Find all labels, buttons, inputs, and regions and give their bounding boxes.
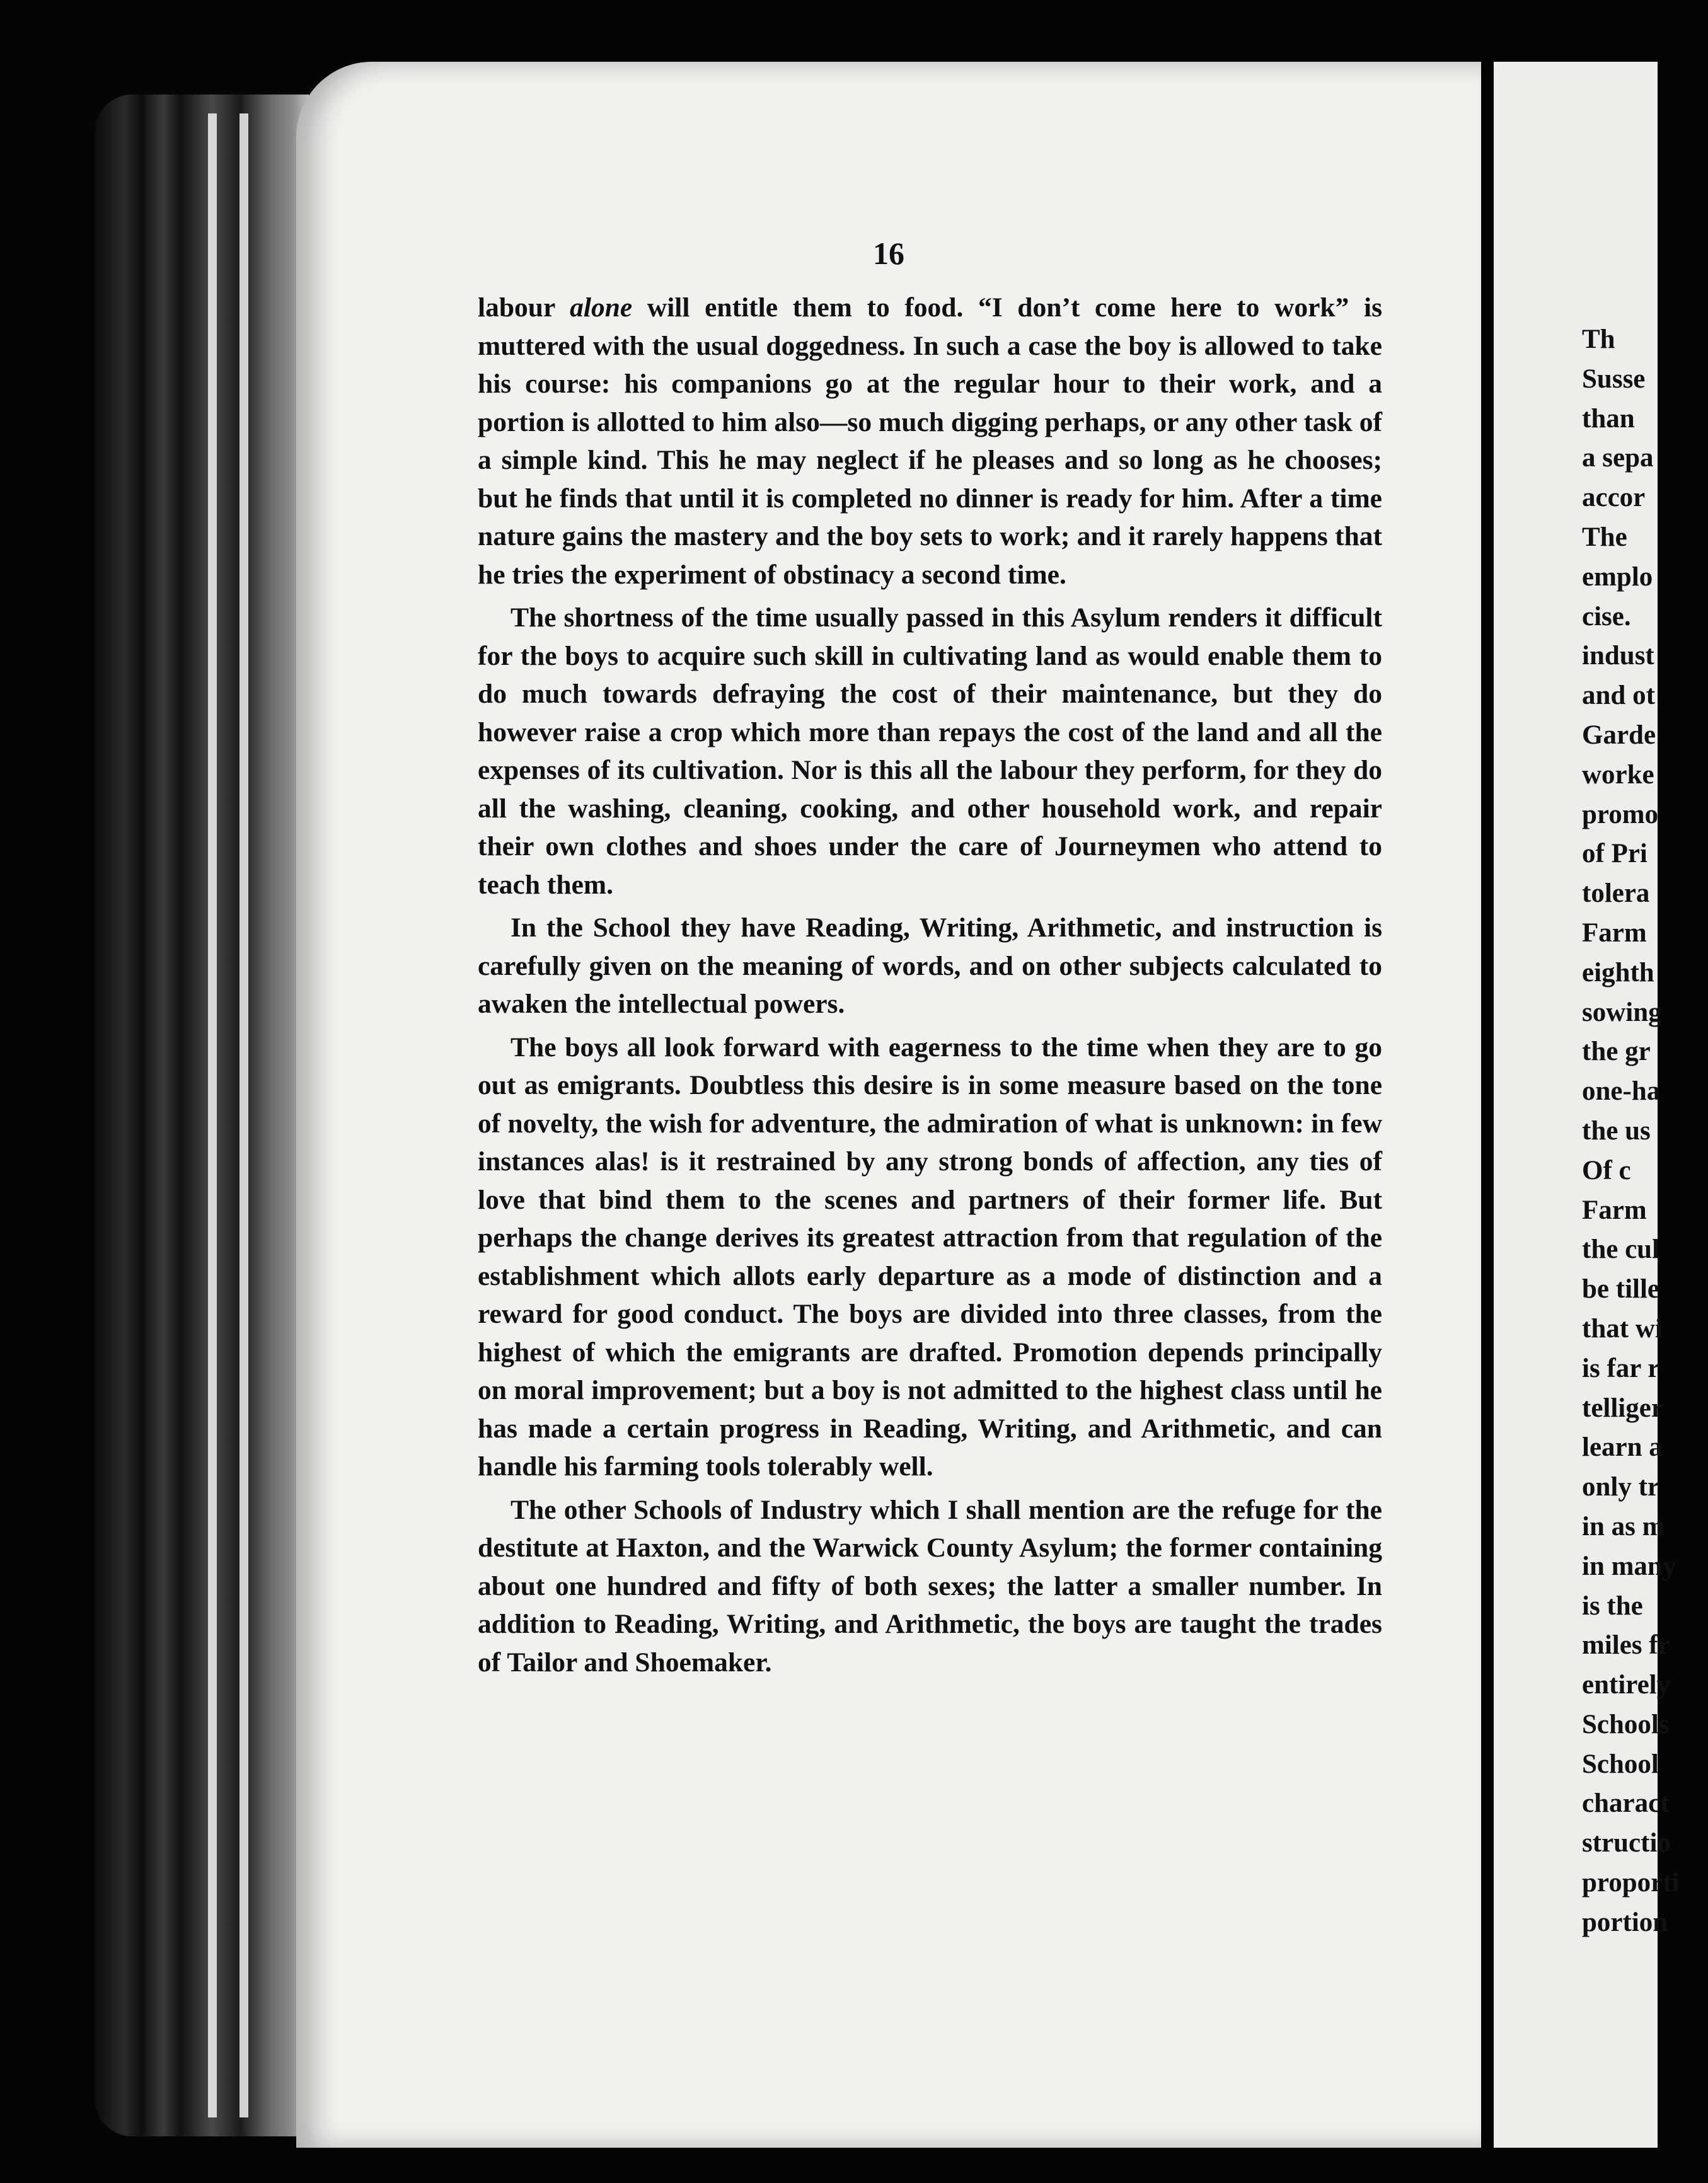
paragraph (478, 289, 1382, 594)
facing-line: structio (1582, 1828, 1671, 1858)
facing-line: and ot (1582, 681, 1655, 711)
facing-line: miles fr (1582, 1630, 1670, 1661)
facing-line: one-ha (1582, 1076, 1661, 1107)
text-run: will entitle them to food. “I don’t come here to work” is muttered with the usual doggedness. In such a case the boy is allowed to take his course: his companions go at the regular hour to their work, and a portion is allotted to him also—so much digging perhaps, or any other task of a simple kind. This he may neglect if he pleases and so long as he chooses; but he finds that until it is completed no dinner is ready for him. After a time nature gains the mastery and the boy sets to work; and it rarely happens that he tries the experiment of obstinacy a second time. (478, 292, 1382, 590)
facing-line: Garde (1582, 720, 1656, 750)
paragraph (478, 909, 1382, 1023)
facing-line: Farm (1582, 1195, 1647, 1225)
text-run: In the School they have Reading, Writing, Arithmetic, and instruction is carefully given on the meaning of words, and on other subjects calculated to awaken the intellectual powers. (478, 913, 1382, 1019)
facing-line: the gr (1582, 1037, 1651, 1067)
facing-line: of Pri (1582, 839, 1647, 869)
facing-line: the us (1582, 1115, 1651, 1146)
facing-line: is far r (1582, 1353, 1660, 1383)
facing-line: The (1582, 522, 1627, 552)
facing-line: emplo (1582, 562, 1653, 592)
book-page-right-partial (1494, 62, 1680, 2148)
facing-line: Schools (1582, 1709, 1670, 1739)
facing-line: worke (1582, 759, 1654, 790)
facing-line: the cul (1582, 1235, 1660, 1265)
facing-line: be tille (1582, 1274, 1659, 1305)
facing-line: charact (1582, 1788, 1670, 1819)
facing-line: entirely (1582, 1670, 1671, 1700)
text-run: The other Schools of Industry which I shall mention are the refuge for the destitute at Haxton, and the Warwick County Asylum; the former containing about one hundred and fifty of both sexes; the latter a smaller number. In addition to Reading, Writing, and Arithmetic, the boys are taught the trades of Tailor and Shoemaker. (478, 1494, 1382, 1678)
facing-line: proporti (1582, 1868, 1680, 1898)
facing-line: in as m (1582, 1511, 1665, 1541)
page-number: 16 (873, 236, 904, 271)
facing-line: in many (1582, 1551, 1676, 1581)
page-edge-stripe (208, 113, 217, 2117)
facing-line: accor (1582, 483, 1646, 513)
body-text (478, 289, 1382, 1681)
facing-line: telliger (1582, 1393, 1663, 1423)
book-spine-edge (95, 95, 309, 2136)
facing-line: School (1582, 1749, 1659, 1779)
facing-line: than (1582, 403, 1635, 434)
text-run: The boys all look forward with eagerness to the time when they are to go out as emigrants. Doubtless this desire is in some measure based on the tone of novelty, the wish for adventure, the admiration of what is unknown: in few instances alas! is it restrained by any strong bonds of affection, any ties of love that bind them to the scenes and partners of their former life. But perhaps the change derives its greatest attraction from that regulation of the establishment which allots early departure as a mode of distinction and a reward for good conduct. The boys are divided into three classes, from the highest of which the emigrants are drafted. Promotion depends principally on moral improvement; but a boy is not admitted to the highest class until he has made a certain progress in Reading, Writing, and Arithmetic, and can handle his farming tools tolerably well. (478, 1032, 1382, 1482)
text-run: The shortness of the time usually passed in this Asylum renders it difficult for the boys to acquire such skill in cultivating land as would enable them to do much towards defraying the cost of their maintenance, but they do however raise a crop which more than repays the cost of the land and all the expenses of its cultivation. Nor is this all the labour they perform, for they do all the washing, cleaning, cooking, and other household work, and repair their own clothes and shoes under the care of Journeymen who attend to teach them. (478, 602, 1382, 900)
facing-line: promo (1582, 799, 1659, 829)
facing-line: is the (1582, 1591, 1643, 1621)
facing-line: indust (1582, 641, 1654, 671)
facing-page-text (1582, 320, 1708, 1943)
paragraph (478, 1491, 1382, 1682)
facing-line: eighth (1582, 957, 1654, 988)
facing-line: a sepa (1582, 443, 1654, 473)
facing-line: Farm (1582, 918, 1647, 948)
page-edge-stripe (239, 113, 248, 2117)
italic-text: alone (570, 292, 633, 323)
facing-line: only tr (1582, 1472, 1660, 1502)
facing-line: that wi (1582, 1313, 1663, 1344)
facing-line: Th (1582, 325, 1615, 354)
facing-line: Of c (1582, 1155, 1631, 1185)
paragraph (478, 1028, 1382, 1486)
facing-line: cise. (1582, 601, 1631, 631)
facing-line: Susse (1582, 364, 1646, 394)
paragraph (478, 599, 1382, 904)
facing-line: learn a (1582, 1432, 1663, 1463)
facing-line: sowing (1582, 997, 1662, 1027)
text-run: labour (478, 292, 570, 323)
facing-line: tolera (1582, 878, 1650, 909)
book-page-left (296, 62, 1481, 2148)
facing-line: portion (1582, 1907, 1668, 1937)
